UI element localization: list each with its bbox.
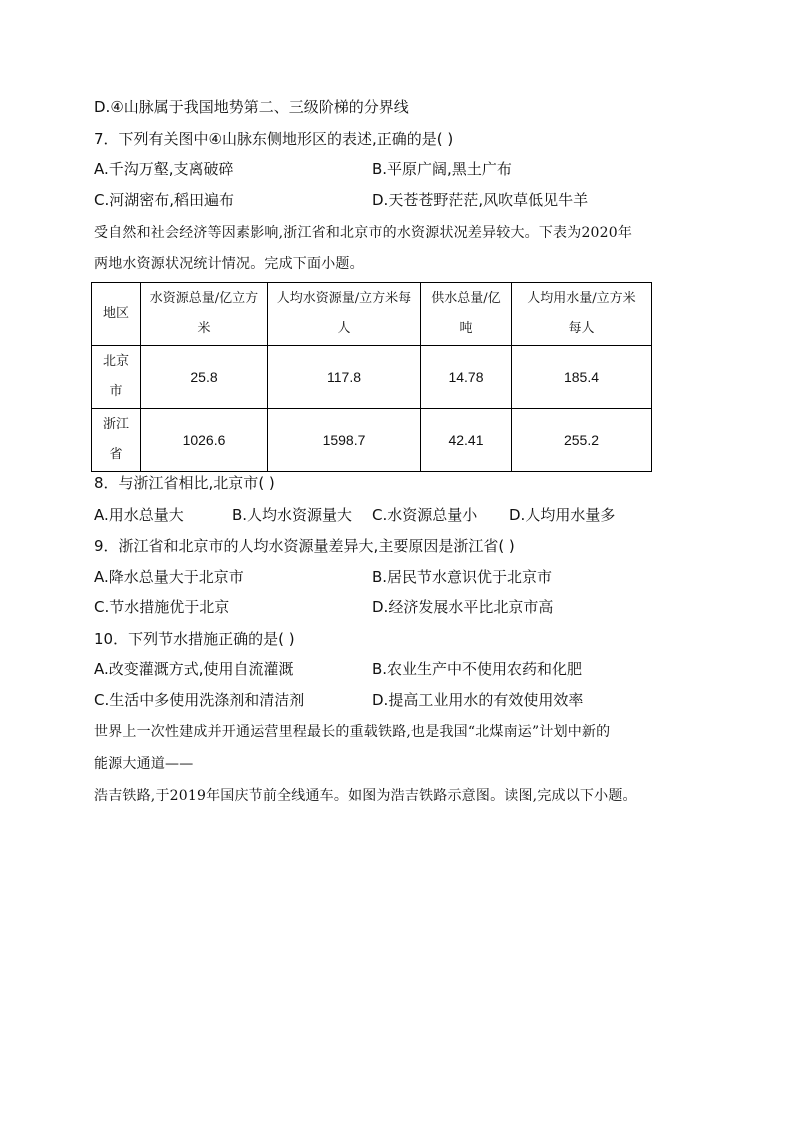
table-row — [92, 346, 652, 409]
q8-option-b: B.人均水资源量大 — [232, 506, 353, 524]
header-per-capita-use: 人均用水量/立方米每人 — [512, 283, 652, 346]
water-resources-table — [91, 282, 652, 472]
cell-value: 117.8 — [268, 346, 421, 409]
cell-value: 25.8 — [141, 346, 268, 409]
q8-option-d: D.人均用水量多 — [509, 506, 616, 524]
q7-option-c: C.河湖密布,稻田遍布 — [94, 191, 235, 209]
q7-option-d: D.天苍苍野茫茫,风吹草低见牛羊 — [372, 191, 589, 209]
cell-value: 255.2 — [512, 409, 652, 472]
q6-option-d: D.④山脉属于我国地势第二、三级阶梯的分界线 — [94, 98, 409, 116]
q9-option-c: C.节水措施优于北京 — [94, 598, 230, 616]
table-row — [92, 409, 652, 472]
cell-value: 1598.7 — [268, 409, 421, 472]
cell-value: 185.4 — [512, 346, 652, 409]
q10-option-b: B.农业生产中不使用农药和化肥 — [372, 660, 583, 678]
cell-region: 北京市 — [92, 346, 141, 409]
q9-stem: 9．浙江省和北京市的人均水资源量差异大,主要原因是浙江省( ) — [94, 537, 515, 555]
q10-option-a: A.改变灌溉方式,使用自流灌溉 — [94, 660, 294, 678]
header-total-water: 水资源总量/亿立方米 — [141, 283, 268, 346]
q8-stem: 8．与浙江省相比,北京市( ) — [94, 474, 275, 492]
q7-option-b: B.平原广阔,黑土广布 — [372, 160, 512, 178]
q7-option-a: A.千沟万壑,支离破碎 — [94, 160, 234, 178]
cell-region: 浙江省 — [92, 409, 141, 472]
passage-railway-line2: 能源大通道—— — [94, 756, 194, 772]
passage-water-line2: 两地水资源状况统计情况。完成下面小题。 — [94, 256, 364, 272]
q7-stem: 7．下列有关图中④山脉东侧地形区的表述,正确的是( ) — [94, 130, 454, 148]
cell-value: 1026.6 — [141, 409, 268, 472]
q10-stem: 10．下列节水措施正确的是( ) — [94, 630, 295, 648]
header-total-supply: 供水总量/亿吨 — [421, 283, 512, 346]
q9-option-b: B.居民节水意识优于北京市 — [372, 568, 553, 586]
q9-option-d: D.经济发展水平比北京市高 — [372, 598, 554, 616]
cell-value: 14.78 — [421, 346, 512, 409]
q9-option-a: A.降水总量大于北京市 — [94, 568, 244, 586]
header-region: 地区 — [92, 283, 141, 346]
cell-value: 42.41 — [421, 409, 512, 472]
q10-option-c: C.生活中多使用洗涤剂和清洁剂 — [94, 691, 305, 709]
q8-option-a: A.用水总量大 — [94, 506, 184, 524]
passage-railway-line1: 世界上一次性建成并开通运营里程最长的重载铁路,也是我国“北煤南运”计划中新的 — [94, 724, 611, 740]
q10-option-d: D.提高工业用水的有效使用效率 — [372, 691, 584, 709]
table-header-row — [92, 283, 652, 346]
passage-water-line1: 受自然和社会经济等因素影响,浙江省和北京市的水资源状况差异较大。下表为2020年 — [94, 225, 633, 241]
q8-option-c: C.水资源总量小 — [372, 506, 478, 524]
passage-railway-line3: 浩吉铁路,于2019年国庆节前全线通车。如图为浩吉铁路示意图。读图,完成以下小题。 — [94, 788, 637, 804]
header-per-capita-water: 人均水资源量/立方米每人 — [268, 283, 421, 346]
